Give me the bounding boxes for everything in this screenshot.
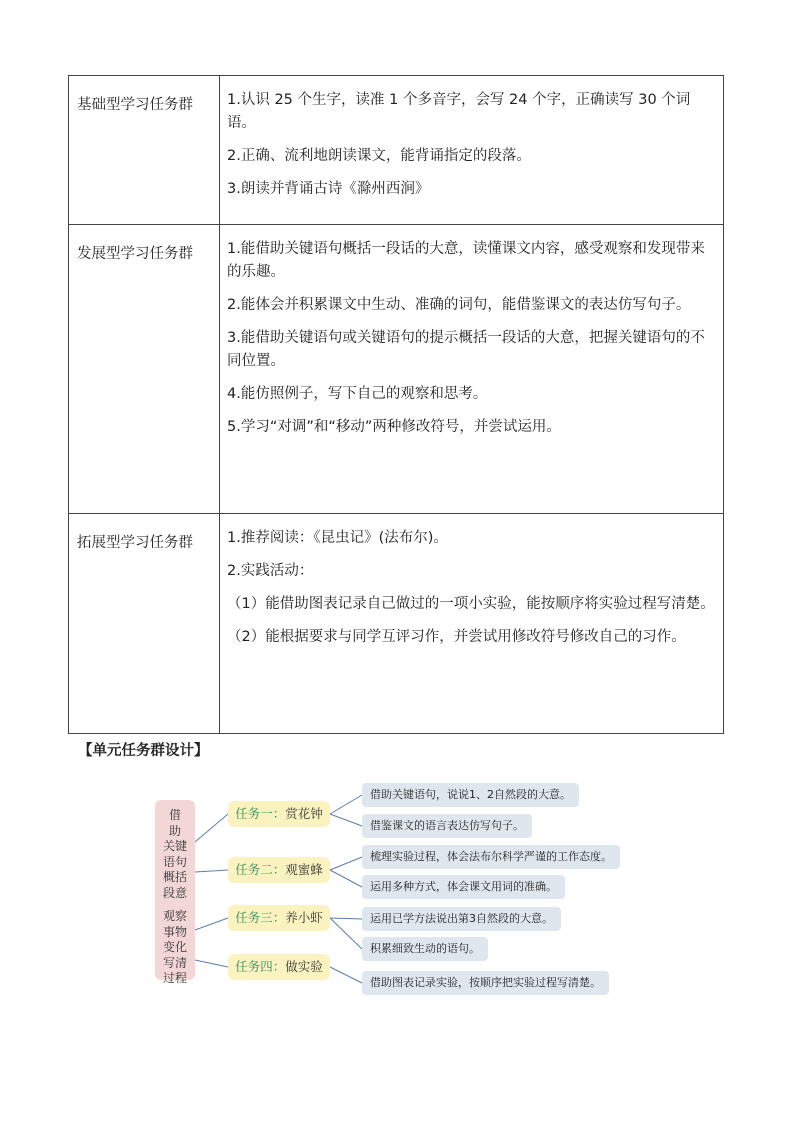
root-char: 过程 [162,971,188,985]
connector-line [330,857,362,870]
root-char: 事物 [162,924,188,939]
leaf-node: 运用已学方法说出第3自然段的大意。 [362,907,561,931]
root-char: 写清 [162,955,188,970]
item-text: 1.认识 25 个生字，读准 1 个多音字，会写 24 个字，正确读写 30 个词语。 [227,92,691,131]
category-cell: 拓展型学习任务群 [69,514,220,734]
leaf-node: 梳理实验过程，体会法布尔科学严谨的工作态度。 [362,845,620,869]
root-char: 概括 [162,870,188,884]
item-text: 3.朗读并背诵古诗《滁州西涧》 [227,181,430,197]
connector-line [195,960,228,967]
item-text: 4.能仿照例子，写下自己的观察和思考。 [227,386,488,402]
connector-line [330,918,362,949]
root-char: 关键 [162,839,188,853]
root-char: 观察 [162,909,188,923]
item-text: 1.推荐阅读：《昆虫记》(法布尔)。 [227,530,448,546]
connector-line [330,918,362,919]
connector-line [330,814,362,826]
connector-line [195,918,228,930]
task-node-1: 任务一：赏花钟 [228,801,330,827]
item-text: 1.能借助关键语句概括一段话的大意，读懂课文内容，感受观察和发现带来的乐趣。 [227,241,705,280]
root-char: 助 [168,823,181,838]
leaf-node: 借鉴课文的语言表达仿写句子。 [362,814,532,838]
task-node-3: 任务三：养小虾 [228,905,330,931]
category-cell: 基础型学习任务群 [69,76,220,225]
connector-line [330,967,362,983]
connector-line [330,870,362,887]
leaf-node: 运用多种方式，体会课文用词的准确。 [362,875,565,899]
item-text: （2）能根据要求与同学互评习作，并尝试用修改符号修改自己的习作。 [227,629,686,645]
task-node-4: 任务四：做实验 [228,954,330,980]
section-title: 【单元任务群设计】 [78,743,209,759]
root-char: 语句 [162,854,188,869]
connector-line [195,870,228,872]
root-char: 变化 [162,940,188,954]
root-char: 段意 [162,885,188,900]
leaf-node: 积累细致生动的语句。 [362,937,488,961]
leaf-node: 借助图表记录实验，按顺序把实验过程写清楚。 [362,971,609,995]
item-text: 5.学习“对调”和“移动”两种修改符号，并尝试运用。 [227,419,561,435]
connector-line [195,814,228,842]
item-text: 2.实践活动： [227,563,314,579]
item-text: 3.能借助关键语句或关键语句的提示概括一段话的大意，把握关键语句的不同位置。 [227,330,705,369]
category-cell: 发展型学习任务群 [69,225,220,514]
leaf-node: 借助关键语句，说说1、2自然段的大意。 [362,783,579,807]
item-text: （1）能借助图表记录自己做过的一项小实验，能按顺序将实验过程写清楚。 [227,596,715,612]
task-node-2: 任务二：观蜜蜂 [228,857,330,883]
item-text: 2.正确、流利地朗读课文，能背诵指定的段落。 [227,148,531,164]
mindmap-root [155,800,195,985]
root-char: 借 [168,808,181,822]
item-text: 2.能体会并积累课文中生动、准确的词句，能借鉴课文的表达仿写句子。 [227,297,691,313]
connector-line [330,795,362,814]
